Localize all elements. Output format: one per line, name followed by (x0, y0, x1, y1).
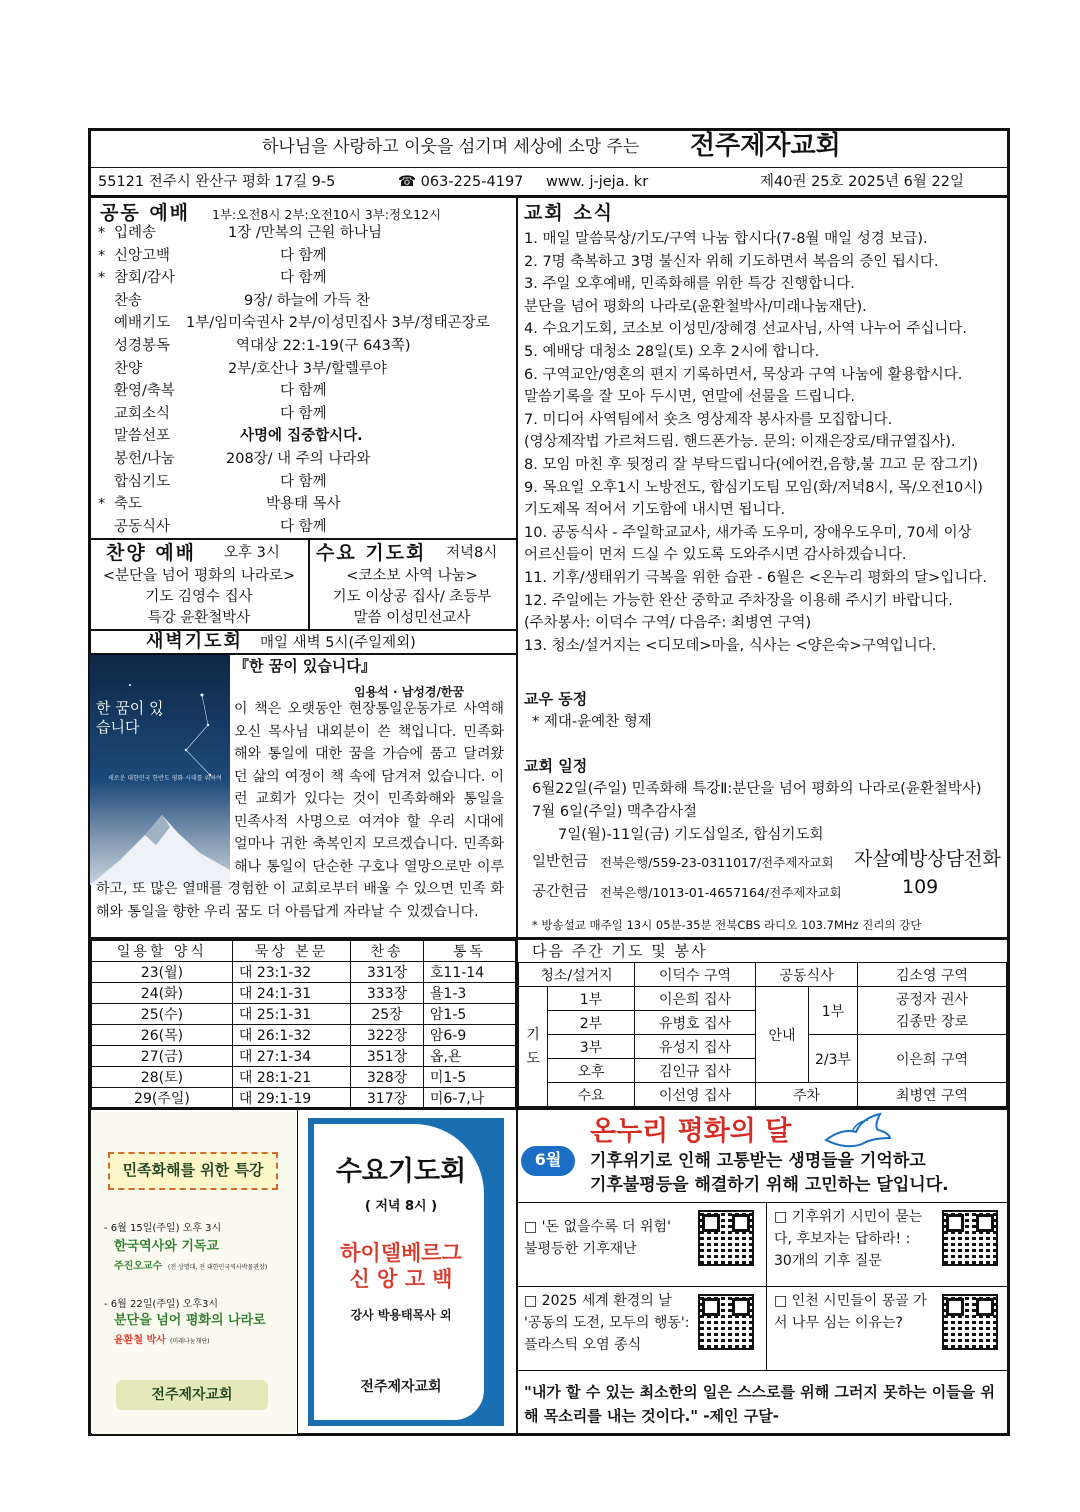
service-table (518, 962, 1007, 1107)
news-item: (영상제작법 가르쳐드림. 핸드폰가능. 문의: 이재은장로/태규열집사). (524, 434, 956, 451)
worship-item-name: 찬송 (114, 292, 143, 309)
news-item: 6. 구역교안/영혼의 편지 기록하면서, 묵상과 구역 나눔에 활용합시다. (524, 366, 963, 383)
lecture-1-speaker: 주진오교수 (114, 1261, 163, 1272)
worship-item-name: 찬양 (114, 360, 143, 377)
bible-reading-cell: 대 23:1-32 (232, 962, 350, 983)
wednesday-poster (308, 1118, 504, 1426)
bible-reading-row (92, 1046, 516, 1067)
worship-item-name: 봉헌/나눔 (114, 451, 175, 467)
suicide-hotline-label: 자살예방상담전화 (854, 848, 1001, 870)
wednesday-speaker: 말씀 이성민선교사 (353, 610, 471, 626)
book-review-text-cont: 하고, 또 많은 열매를 경험한 이 교회로부터 배울 수 있으면 민족 화해와 통일을 향한 우리 꿈도 더 아름답게 자라날 수 있겠습니다. (96, 881, 504, 920)
book-cover-title: 한 꿈이 있습니다 (96, 699, 164, 736)
bible-reading-row (92, 1067, 516, 1088)
bible-reading-row (92, 983, 516, 1004)
schedule-title: 교회 일정 (524, 757, 588, 775)
prayer-row-name: 이은희 집사 (635, 987, 756, 1011)
schedule-item-2: 7월 6일(주일) 맥추감사절 (532, 804, 698, 820)
meal-label: 공동식사 (756, 963, 858, 987)
lecture-1-title: 한국역사와 기독교 (114, 1239, 219, 1254)
prayer-row-label: 3부 (548, 1035, 635, 1059)
cleaning-label: 청소/설거지 (519, 963, 635, 987)
climate-link-2[interactable]: □ 기후위기 시민이 묻는다, 후보자는 답하라! : 30개의 기후 질문 (774, 1209, 923, 1269)
members-title: 교우 동정 (524, 690, 588, 708)
wednesday-poster-time: ( 저녁 8시 ) (364, 1199, 438, 1214)
prayer-row-label: 오후 (548, 1059, 635, 1083)
worship-item-detail: 다 함께 (280, 518, 327, 535)
bible-reading-cell: 대 29:1-19 (232, 1088, 350, 1109)
prayer-row-label: 수요 (548, 1083, 635, 1107)
bible-reading-cell: 대 24:1-31 (232, 983, 350, 1004)
cleaning-value: 이덕수 구역 (635, 963, 756, 987)
praise-title: 찬양 예배 (106, 542, 197, 564)
prayer-row-name: 유성지 집사 (635, 1035, 756, 1059)
news-item: 13. 청소/설거지는 <디모데>마을, 식사는 <양은숙>구역입니다. (524, 637, 937, 654)
bible-reading-cell: 331장 (351, 962, 424, 983)
worship-item-detail: 다 함께 (280, 473, 327, 490)
worship-item-detail: 9장/ 하늘에 가득 찬 (244, 292, 370, 309)
guide-row-name: 김종만 장로 (895, 1013, 969, 1030)
bible-reading-cell: 대 25:1-31 (232, 1004, 350, 1025)
qr-code-1[interactable] (698, 1210, 754, 1266)
news-item: 말씀기록을 잘 모아 두시면, 연말에 선물을 드립니다. (524, 389, 856, 406)
offering-space-label: 공간헌금 (532, 884, 589, 900)
lecture-poster (92, 1112, 297, 1434)
worship-item-name: 예배기도 (114, 315, 171, 332)
bible-reading-cell: 28(토) (92, 1067, 233, 1088)
climate-month-title: 온누리 평화의 달 (590, 1116, 792, 1147)
bible-col-reading: 통독 (423, 941, 515, 962)
dove-icon (822, 1110, 892, 1152)
news-item: 11. 기후/생태위기 극복을 위한 습관 - 6월은 <온누리 평화의 달>입니다. (524, 570, 987, 586)
bible-reading-cell: 26(목) (92, 1025, 233, 1046)
news-item: 1. 매일 말씀묵상/기도/구역 나눔 합시다(7-8월 매일 성경 보급). (524, 231, 928, 247)
worship-item-name: 교회소식 (114, 405, 171, 422)
worship-item-detail: 사명에 집중합시다. (240, 428, 363, 445)
climate-divider (516, 1110, 518, 1436)
offering-general-label: 일반헌금 (532, 854, 589, 870)
parking-label: 주차 (756, 1083, 858, 1107)
wednesday-poster-title: 수요기도회 (335, 1156, 467, 1187)
bible-reading-cell: 322장 (351, 1025, 424, 1046)
bible-reading-cell: 351장 (351, 1046, 424, 1067)
dawn-title: 새벽기도회 (146, 631, 243, 652)
wednesday-subject: <코소보 사역 나눔> (346, 568, 478, 584)
parking-value: 최병연 구역 (858, 1083, 1007, 1107)
bible-reading-cell: 미6-7,나 (423, 1088, 515, 1109)
prayer-row-name: 김인규 집사 (635, 1059, 756, 1083)
qr-code-4[interactable] (942, 1294, 998, 1350)
bible-reading-cell: 25장 (351, 1004, 424, 1025)
bible-reading-cell: 23(월) (92, 962, 233, 983)
bible-reading-row (92, 962, 516, 983)
bible-reading-cell: 옵,욘 (423, 1046, 515, 1067)
bible-reading-cell: 328장 (351, 1067, 424, 1088)
worship-item-detail: 208장/ 내 주의 나라와 (226, 451, 371, 467)
news-item: 5. 예배당 대청소 28일(토) 오후 2시에 합니다. (524, 344, 820, 360)
wednesday-prayer: 기도 이상공 집사/ 초등부 (332, 589, 492, 605)
book-title: 『한 꿈이 있습니다』 (234, 657, 376, 675)
broadcast-info: * 방송설교 매주일 13시 05분-35분 전북CBS 라디오 103.7MHz 진리의 강단 (532, 918, 922, 932)
bible-reading-cell: 27(금) (92, 1046, 233, 1067)
schedule-item-3: 7일(월)-11일(금) 기도십일조, 합심기도회 (558, 827, 824, 843)
bible-reading-cell: 317장 (351, 1088, 424, 1109)
lecture-1-date: - 6월 15일(주일) 오후 3시 (104, 1223, 222, 1234)
news-item: 2. 7명 축복하고 3명 불신자 위해 기도하면서 복음의 증인 됩시다. (524, 253, 939, 270)
worship-divider (91, 538, 516, 540)
bible-reading-cell: 대 27:1-34 (232, 1046, 350, 1067)
news-item: 4. 수요기도회, 코소보 이성민/장혜경 선교사님, 사역 나누어 주십니다. (524, 321, 967, 338)
bible-col-meditation: 묵상 본문 (232, 941, 350, 962)
guide-label: 안내 (756, 987, 809, 1083)
bible-reading-cell: 미1-5 (423, 1067, 515, 1088)
worship-title: 공동 예배 (100, 202, 191, 224)
bible-reading-cell: 대 28:1-21 (232, 1067, 350, 1088)
suicide-hotline-number: 109 (902, 876, 939, 898)
worship-item-detail: 2부/호산나 3부/할렐루야 (228, 360, 387, 377)
news-item: 기도제목 적어서 기도함에 내시면 됩니다. (524, 502, 786, 519)
guide-row-names (858, 987, 1007, 1035)
lecture-poster-title: 민족화해를 위한 특강 (122, 1161, 264, 1179)
prayer-row-name: 이선영 집사 (635, 1083, 756, 1107)
climate-link-3[interactable]: □ 2025 세계 환경의 날 '공동의 도전, 모두의 행동': 플라스틱 오염 종식 (524, 1293, 690, 1353)
bible-reading-cell: 333장 (351, 983, 424, 1004)
lecture-2-speaker: 윤환철 박사 (114, 1335, 166, 1346)
worship-item-detail: 다 함께 (280, 383, 327, 400)
worship-item-name: 입례송 (114, 225, 157, 241)
prayer-label: 기도 (519, 987, 548, 1107)
news-item: 9. 목요일 오후1시 노방전도, 합심기도팀 모임(화/저녁8시, 목/오전10시) (524, 479, 983, 496)
news-item: (주차봉사: 이덕수 구역/ 다음주: 최병연 구역) (524, 615, 812, 632)
bible-col-date: 일용할 양식 (92, 941, 233, 962)
members-news: * 제대-윤예찬 형제 (532, 714, 652, 730)
column-divider (516, 198, 518, 938)
qr-code-2[interactable] (942, 1210, 998, 1266)
news-item: 어르신들이 먼저 드실 수 있도록 도와주시면 감사하겠습니다. (524, 547, 907, 564)
worship-item-detail: 다 함께 (280, 405, 327, 422)
dawn-time: 매일 새벽 5시(주일제외) (260, 635, 416, 651)
wednesday-time: 저녁8시 (446, 545, 498, 561)
bible-reading-row (92, 1025, 516, 1046)
worship-item-detail: 역대상 22:1-19(구 643쪽) (236, 338, 411, 354)
worship-item-detail: 박용태 목사 (266, 496, 341, 513)
bible-reading-cell: 욜1-3 (423, 983, 515, 1004)
offering-general-account: 전북은행/559-23-0311017/전주제자교회 (600, 855, 834, 870)
worship-times: 1부:오전8시 2부:오전10시 3부:정오12시 (212, 207, 442, 222)
worship-item-name: 환영/축복 (114, 383, 175, 400)
bible-reading-cell: 29(주일) (92, 1088, 233, 1109)
worship-item-name: 말씀선포 (114, 428, 171, 445)
lecture-2-date: - 6월 22일(주일) 오후3시 (104, 1299, 219, 1310)
worship-item-name: 참회/감사 (114, 270, 175, 287)
lecture-poster-church: 전주제자교회 (151, 1387, 233, 1403)
bible-reading-cell: 암1-5 (423, 1004, 515, 1025)
lecture-2-speaker-note: (미래나눔재단) (170, 1338, 210, 1345)
bible-reading-cell: 대 26:1-32 (232, 1025, 350, 1046)
book-cover-subtitle: 새로운 대한민국 한반도 평화 시대를 위하여 (108, 775, 222, 782)
poster-divider (297, 1110, 298, 1436)
schedule-item-1: 6월22일(주일) 민족화해 특강Ⅱ:분단을 넘어 평화의 나라로(윤환철박사) (532, 781, 982, 797)
climate-links-vdivider (766, 1202, 767, 1370)
church-name: 전주제자교회 (690, 131, 841, 161)
worship-item-marker: * (98, 496, 106, 513)
climate-line-1: 기후위기로 인해 고통받는 생명들을 기억하고 (590, 1151, 926, 1171)
worship-item-name: 성경봉독 (114, 338, 171, 354)
bible-reading-cell: 암6-9 (423, 1025, 515, 1046)
book-authors: 임용석 · 남성경/한꿈 (354, 685, 465, 699)
prayer-row-label: 2부 (548, 1011, 635, 1035)
praise-time: 오후 3시 (224, 545, 280, 561)
bible-reading-cell: 25(수) (92, 1004, 233, 1025)
bible-reading-table (91, 940, 516, 1109)
prayer-row-name: 유병호 집사 (635, 1011, 756, 1035)
climate-links-mid-rule (516, 1286, 1008, 1287)
news-item: 8. 모임 마친 후 뒷정리 잘 부탁드립니다(에어컨,음향,불 끄고 문 잠그기) (524, 457, 979, 473)
guide-row-name: 공정자 권사 (895, 991, 969, 1008)
meal-value: 김소영 구역 (858, 963, 1007, 987)
worship-item-name: 축도 (114, 496, 143, 513)
header-divider (91, 167, 1007, 168)
wednesday-poster-speaker: 강사 박용태목사 외 (350, 1308, 452, 1322)
climate-links-bottom-rule (516, 1370, 1008, 1371)
worship-item-marker: * (98, 270, 106, 287)
worship-item-name: 합심기도 (114, 473, 171, 490)
worship-item-marker: * (98, 225, 106, 241)
book-cover-image (90, 655, 230, 885)
bible-reading-row (92, 1088, 516, 1109)
jane-goodall-quote: "내가 할 수 있는 최소한의 일은 스스로를 위해 그러지 못하는 이들을 위해 목소리를 내는 것이다." -제인 구달- (524, 1383, 995, 1425)
worship-item-name: 공동식사 (114, 518, 171, 535)
climate-link-1[interactable]: □ '돈 없을수록 더 위험' 불평등한 기후재난 (524, 1219, 671, 1257)
wednesday-poster-subject-2: 신 앙 고 백 (349, 1267, 453, 1291)
church-website[interactable]: www. j-jeja. kr (546, 174, 649, 190)
offering-space-account: 전북은행/1013-01-4657164/전주제자교회 (600, 885, 842, 900)
church-phone: ☎ 063-225-4197 (398, 174, 524, 190)
header-bottom-rule (91, 195, 1007, 198)
issue-info: 제40권 25호 2025년 6월 22일 (760, 174, 964, 190)
prayer-row-label: 1부 (548, 987, 635, 1011)
bible-table-header (92, 941, 516, 962)
wednesday-title: 수요 기도회 (316, 542, 427, 564)
praise-speaker: 특강 윤환철박사 (147, 610, 251, 626)
church-motto: 하나님을 사랑하고 이웃을 섬기며 세상에 소망 주는 (262, 137, 640, 157)
guide-row-label: 1부 (809, 987, 858, 1035)
news-item: 12. 주일에는 가능한 완산 중학교 주차장을 이용해 주시기 바랍니다. (524, 592, 953, 609)
month-badge-text: 6월 (534, 1150, 562, 1169)
news-item: 3. 주일 오후예배, 민족화해를 위한 특강 진행합니다. (524, 276, 855, 293)
wednesday-poster-subject-1: 하이델베르그 (340, 1241, 462, 1265)
church-address: 55121 전주시 완산구 평화 17길 9-5 (98, 174, 336, 190)
book-cover-art (90, 655, 230, 885)
lecture-2-title: 분단을 넘어 평화의 나라로 (114, 1313, 266, 1328)
lecture-1-speaker-note: (전 상명대, 전 대한민국역사박물관장) (168, 1264, 268, 1271)
worship-item-detail: 다 함께 (280, 247, 327, 264)
climate-link-4[interactable]: □ 인천 시민들이 몽골 가서 나무 심는 이유는? (774, 1293, 927, 1331)
book-review-text: 이 책은 오랫동안 현장통일운동가로 사역해 오신 목사님 내외분이 쓴 책입니다. 민족화해와 통일에 대한 꿈을 가슴에 품고 달려왔던 삶의 여정이 책 속에 담겨져 있습니다. 이런 교회가 있다는 것이 민족화해와 통일을 민족사적 사명으로 여겨야 할 우리 시대에 얼마나 귀한 축복인지 모르겠습니다. 민족화해나 통일이 단순한 구호나 열망으로만 이루 (234, 701, 504, 875)
service-title: 다음 주간 기도 및 봉사 (532, 942, 708, 960)
qr-code-3[interactable] (698, 1294, 754, 1350)
wednesday-poster-church: 전주제자교회 (360, 1379, 442, 1395)
worship-item-name: 신앙고백 (114, 247, 171, 264)
worship-item-detail: 다 함께 (280, 270, 327, 287)
climate-links-top-rule (516, 1202, 1008, 1203)
bible-reading-cell: 호11-14 (423, 962, 515, 983)
bible-reading-cell: 24(화) (92, 983, 233, 1004)
guide-row-label: 2/3부 (809, 1035, 858, 1083)
praise-subject: <분단을 넘어 평화의 나라로> (102, 568, 296, 584)
news-item: 분단을 넘어 평화의 나라로(윤환철박사/미래나눔재단). (524, 298, 867, 315)
worship-item-detail: 1부/임미숙권사 2부/이성민집사 3부/정태곤장로 (186, 315, 490, 332)
news-title: 교회 소식 (524, 202, 615, 224)
praise-prayer: 기도 김영수 집사 (145, 589, 253, 605)
worship-item-marker: * (98, 247, 106, 264)
news-item: 10. 공동식사 - 주일학교교사, 새가족 도우미, 장애우도우미, 70세 이상 (524, 524, 972, 541)
guide-row-name: 이은희 구역 (858, 1035, 1007, 1083)
worship-item-detail: 1장 /만복의 근원 하나님 (228, 225, 383, 241)
bible-reading-row (92, 1004, 516, 1025)
climate-line-2: 기후불평등을 해결하기 위해 고민하는 달입니다. (590, 1175, 949, 1195)
news-item: 7. 미디어 사역팀에서 숏츠 영상제작 봉사자를 모집합니다. (524, 411, 893, 428)
bible-col-hymn: 찬송 (351, 941, 424, 962)
